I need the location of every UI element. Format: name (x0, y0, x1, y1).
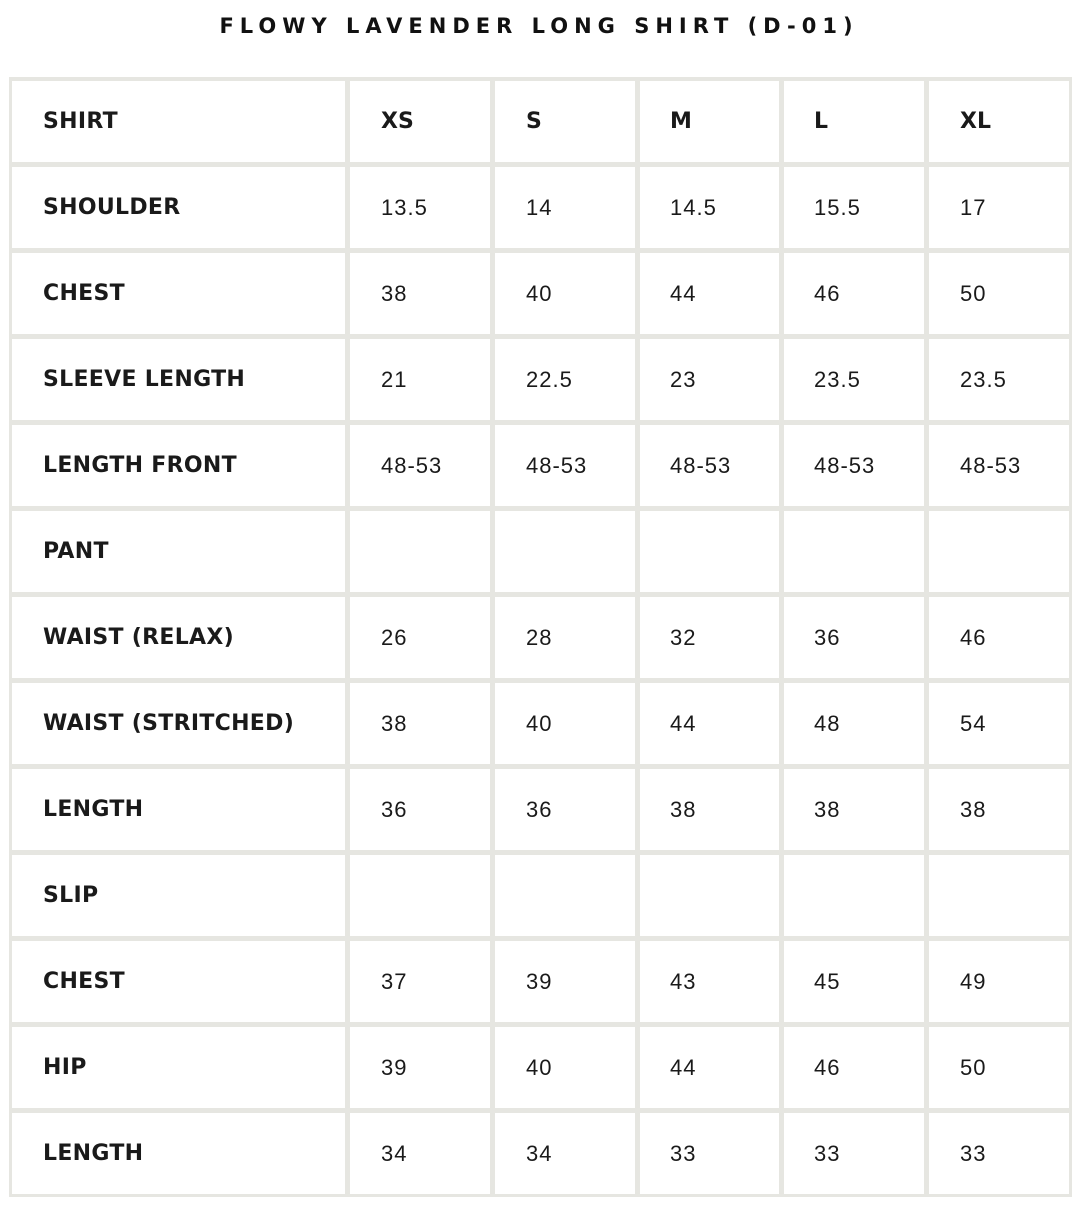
value-cell-m: 44 (640, 253, 779, 334)
row-label-cell: CHEST (12, 253, 345, 334)
page-title: FLOWY LAVENDER LONG SHIRT (D-01) (219, 14, 859, 38)
value-cell-s (495, 511, 635, 592)
value-cell-m (640, 855, 779, 936)
value-cell-xs: 39 (350, 1027, 490, 1108)
value-cell-xs: 38 (350, 253, 490, 334)
value-cell-xl: 33 (929, 1113, 1069, 1194)
header-cell-xl: XL (929, 81, 1069, 162)
value-cell-xl: 54 (929, 683, 1069, 764)
value-cell-xs: 36 (350, 769, 490, 850)
value-cell-s: 40 (495, 1027, 635, 1108)
value-cell-m (640, 511, 779, 592)
size-chart-table (9, 77, 1072, 1197)
value-cell-xs: 38 (350, 683, 490, 764)
value-cell-xl: 50 (929, 253, 1069, 334)
value-cell-xl: 46 (929, 597, 1069, 678)
value-cell-l: 23.5 (784, 339, 924, 420)
value-cell-s: 22.5 (495, 339, 635, 420)
header-cell-garment: SHIRT (12, 81, 345, 162)
value-cell-l: 38 (784, 769, 924, 850)
value-cell-xs: 21 (350, 339, 490, 420)
value-cell-xs: 34 (350, 1113, 490, 1194)
value-cell-xs: 37 (350, 941, 490, 1022)
value-cell-xl: 23.5 (929, 339, 1069, 420)
header-cell-m: M (640, 81, 779, 162)
value-cell-xl: 38 (929, 769, 1069, 850)
value-cell-s: 36 (495, 769, 635, 850)
header-cell-xs: XS (350, 81, 490, 162)
header-cell-l: L (784, 81, 924, 162)
value-cell-m: 48-53 (640, 425, 779, 506)
row-label-cell: CHEST (12, 941, 345, 1022)
value-cell-l: 45 (784, 941, 924, 1022)
value-cell-m: 14.5 (640, 167, 779, 248)
value-cell-l: 48-53 (784, 425, 924, 506)
row-label-cell: SLEEVE LENGTH (12, 339, 345, 420)
value-cell-l: 48 (784, 683, 924, 764)
header-cell-s: S (495, 81, 635, 162)
row-label-cell: SLIP (12, 855, 345, 936)
value-cell-l (784, 511, 924, 592)
value-cell-s: 48-53 (495, 425, 635, 506)
value-cell-s: 40 (495, 253, 635, 334)
value-cell-s: 14 (495, 167, 635, 248)
value-cell-s: 28 (495, 597, 635, 678)
value-cell-l: 15.5 (784, 167, 924, 248)
value-cell-m: 33 (640, 1113, 779, 1194)
value-cell-l (784, 855, 924, 936)
value-cell-xs: 48-53 (350, 425, 490, 506)
value-cell-xl (929, 855, 1069, 936)
value-cell-xl: 48-53 (929, 425, 1069, 506)
value-cell-s: 39 (495, 941, 635, 1022)
value-cell-xl: 49 (929, 941, 1069, 1022)
value-cell-xl: 17 (929, 167, 1069, 248)
row-label-cell: LENGTH (12, 1113, 345, 1194)
row-label-cell: SHOULDER (12, 167, 345, 248)
value-cell-l: 46 (784, 1027, 924, 1108)
value-cell-m: 23 (640, 339, 779, 420)
row-label-cell: HIP (12, 1027, 345, 1108)
value-cell-xs: 26 (350, 597, 490, 678)
value-cell-xs (350, 511, 490, 592)
value-cell-xs: 13.5 (350, 167, 490, 248)
value-cell-xl (929, 511, 1069, 592)
row-label-cell: PANT (12, 511, 345, 592)
value-cell-m: 38 (640, 769, 779, 850)
row-label-cell: LENGTH (12, 769, 345, 850)
value-cell-m: 44 (640, 683, 779, 764)
value-cell-s: 34 (495, 1113, 635, 1194)
value-cell-m: 44 (640, 1027, 779, 1108)
value-cell-xs (350, 855, 490, 936)
row-label-cell: LENGTH FRONT (12, 425, 345, 506)
row-label-cell: WAIST (STRITCHED) (12, 683, 345, 764)
value-cell-m: 43 (640, 941, 779, 1022)
value-cell-s (495, 855, 635, 936)
value-cell-l: 33 (784, 1113, 924, 1194)
value-cell-s: 40 (495, 683, 635, 764)
value-cell-l: 46 (784, 253, 924, 334)
value-cell-l: 36 (784, 597, 924, 678)
row-label-cell: WAIST (RELAX) (12, 597, 345, 678)
value-cell-xl: 50 (929, 1027, 1069, 1108)
value-cell-m: 32 (640, 597, 779, 678)
